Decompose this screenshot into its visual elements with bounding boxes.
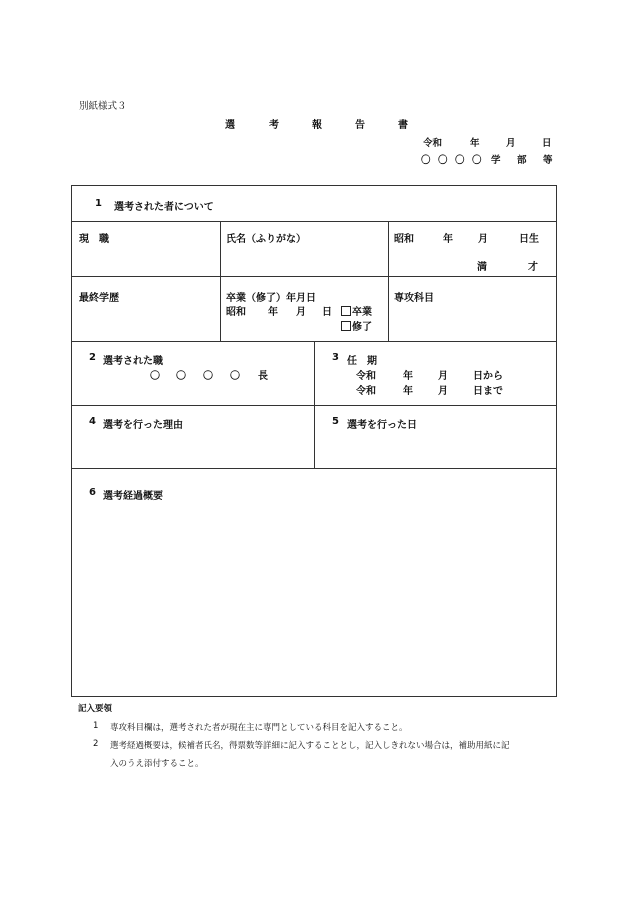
date-day: 日: [542, 138, 552, 149]
major-label: 専攻科目: [394, 293, 434, 304]
section4-number: 4: [89, 416, 96, 427]
term-from-day: 日から: [473, 371, 503, 382]
section4-title: 選考を行った理由: [103, 420, 183, 431]
graduation-day: 日: [322, 307, 332, 318]
position-char: 〇: [150, 371, 160, 382]
date-year: 年: [470, 138, 480, 149]
row-divider: [71, 468, 557, 469]
university-char: 〇: [472, 155, 482, 166]
note-number: 2: [93, 739, 99, 749]
section3-title: 任 期: [347, 356, 377, 367]
university-char: 部: [517, 155, 527, 166]
completed-option-label: 修了: [352, 322, 372, 333]
position-char: 〇: [230, 371, 240, 382]
graduated-option: [341, 303, 372, 318]
section6-title: 選考経過概要: [103, 491, 163, 502]
graduated-checkbox[interactable]: [341, 306, 351, 316]
note-text: 専攻科目欄は，選考された者が現在主に専門としている科目を記入すること。: [110, 723, 408, 733]
section1-title: 選考された者について: [114, 202, 214, 213]
term-to-year: 年: [403, 386, 413, 397]
date-era: 令和: [423, 138, 443, 149]
term-to-era: 令和: [356, 386, 376, 397]
section5-number: 5: [332, 416, 339, 427]
completed-checkbox[interactable]: [341, 321, 351, 331]
graduation-month: 月: [296, 307, 306, 318]
notes-heading: 記入要領: [78, 704, 113, 714]
title-char: 告: [355, 120, 365, 131]
term-to-day: 日まで: [473, 386, 503, 397]
title-char: 選: [225, 120, 235, 131]
position-char: 長: [258, 371, 268, 382]
university-char: 〇: [438, 155, 448, 166]
graduation-era: 昭和: [226, 307, 246, 318]
position-char: 〇: [176, 371, 186, 382]
age-suffix: 才: [528, 262, 538, 273]
col-divider: [220, 221, 221, 341]
current-job-label: 現 職: [79, 234, 109, 245]
section2-number: 2: [89, 352, 96, 363]
birth-day: 日生: [519, 234, 539, 245]
note-text: 選考経過概要は，候補者氏名，得票数等詳細に記入することとし，記入しきれない場合は，補助用紙に記: [110, 741, 510, 751]
section6-number: 6: [89, 487, 96, 498]
title-char: 書: [398, 120, 408, 131]
university-char: 〇: [421, 155, 431, 166]
note-number: 1: [93, 721, 99, 731]
university-char: 〇: [455, 155, 465, 166]
education-label: 最終学歴: [79, 293, 119, 304]
col-divider: [314, 341, 315, 468]
term-from-year: 年: [403, 371, 413, 382]
col-divider: [388, 221, 389, 341]
term-from-month: 月: [438, 371, 448, 382]
note-text-continued: 入のうえ添付すること。: [110, 759, 204, 769]
section5-title: 選考を行った日: [347, 420, 417, 431]
birth-month: 月: [478, 234, 488, 245]
completed-option: [341, 318, 372, 333]
position-char: 〇: [203, 371, 213, 382]
name-label: 氏名（ふりがな）: [226, 234, 306, 245]
section3-number: 3: [332, 352, 339, 363]
section2-title: 選考された職: [103, 356, 163, 367]
university-char: 学: [491, 155, 501, 166]
graduation-label: 卒業（修了）年月日: [226, 293, 316, 304]
graduation-year: 年: [268, 307, 278, 318]
row-divider: [71, 221, 557, 222]
term-from-era: 令和: [356, 371, 376, 382]
title-char: 報: [312, 120, 322, 131]
term-to-month: 月: [438, 386, 448, 397]
row-divider: [71, 276, 557, 277]
graduated-option-label: 卒業: [352, 307, 372, 318]
date-month: 月: [506, 138, 516, 149]
birth-era: 昭和: [394, 234, 414, 245]
section1-number: 1: [95, 198, 102, 209]
age-prefix: 満: [477, 262, 487, 273]
form-number-label: 別紙様式３: [79, 101, 127, 112]
university-char: 等: [543, 155, 553, 166]
title-char: 考: [269, 120, 279, 131]
birth-year: 年: [443, 234, 453, 245]
